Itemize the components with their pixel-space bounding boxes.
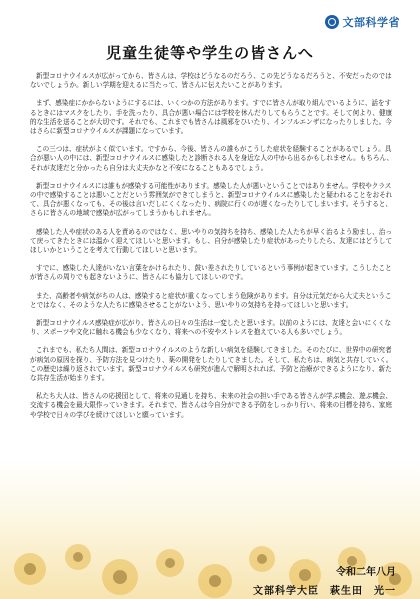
paragraph: 私たち大人は、皆さんの応援団として、将来の見通しを持ち、未来の社会の担い手である皆さんが学ぶ機会、遊ぶ機会、交流する機会を最大限作っていきます。それまで、皆さんは今自分ができる予防をしっかり行い、将来の目標を持ち、家庭や学校で日々の学びを続けてほしいと願っています。 [30, 392, 392, 419]
paragraph: この三つは、症状がよく似ています。ですから、今後、皆さんの誰もがこうした症状を経験することがあるでしょう。具合が悪い人の中には、新型コロナウイルスに感染したと診断される人を身近な人の中から出るかもしれません。もちろん、それが友達だと分かったら自分は大丈夫かなと不安になることもあるでしょう。 [30, 145, 394, 172]
paragraph: 新型コロナウイルス感染症が広がり、皆さんの日々の生活は一変したと思います。以前のようには、友達と会いにくくなり、スポーツや文化に触れる機会も少なくなり、将来への不安やストレスを抱えている人も多いでしょう。 [30, 319, 392, 337]
paragraph: 新型コロナウイルスには誰もが感染する可能性があります。感染した人が悪いということではありません。学校やクラスの中で感染することは悪いことだという雰囲気ができてしまうと、新型コロナウイルスに感染したと疑われることをおそれて、具合が悪くなっても、その後は言いだしにくくなったり、病院に行くのが遅くなったりしてしまいます。そうすると、さらに皆さんの地域で感染が広がってしまうかもしれません。 [30, 181, 393, 218]
org-name: 文部科学省 [342, 16, 400, 29]
paragraph: これまでも、私たち人間は、新型コロナウイルスのような新しい病気を経験してきました。そのたびに、世界中の研究者が病気の原因を探り、予防方法を見つけたり、薬の開発をしたりしてきました。そして、私たちは、病気と共存していく。この歴史は繰り返されています。新型コロナウイルスも研究が進んで解明されれば、予防と治療ができるようになり、新たな共存生活が始まります。 [30, 346, 393, 383]
mext-emblem-icon [325, 15, 339, 29]
signature-block [253, 563, 396, 597]
paragraph: まず、感染症にかからないようにするには、いくつかの方法があります。すでに皆さんが取り組んでいるように、話をするときにはマスクをしたり、手を洗ったり、具合が悪い場合には学校を休んだりしてもらうことです。そして何より、健康的な生活を送ることが大切です。それでも、これまでも皆さんは風邪をひいたり、インフルエンザになったりしました。今はさらに新型コロナウイルスが課題になっています。 [30, 99, 393, 136]
paragraph: 新型コロナウイルスが広がってから、皆さんは、学校はどうなるのだろう、この先どうなるだろうと、不安だったのではないでしょうか。新しい学期を迎えるに当たって、皆さんに伝えたいことがあります。 [30, 72, 392, 90]
mext-logo [325, 14, 401, 30]
page-title: 児童生徒等や学生の皆さんへ [106, 44, 314, 62]
paragraph: すでに、感染した人達がいない言葉をかけられたり、鼓い差されたりしているという事例が起きています。こうしたことが皆さんの周りでも起きないように、皆さんにも協力してほしいのです。 [30, 264, 392, 282]
signature-author: 文部科学大臣 萩生田 光一 [253, 586, 396, 597]
paragraph: また、高齢者や病気がちの人は、感染すると症状が重くなってしまう危険があります。自分は元気だから大丈夫ということではなく、そのような人たちに感染させることがないよう、思いやりの気持ちを持ってほしいと思います。 [30, 291, 392, 309]
letter-body [30, 72, 396, 429]
paragraph: 感染した人や症状のある人を責めるのではなく、思いやりの気持ちを持ち、感染した人たちが早く治るよう励まし、治って戻ってきたときには温かく迎えてほしいと思います。もし、自分が感染したり症状があったりしたら、友達にはどうしてほしいかということを考えて行動してほしいと思います。 [30, 227, 393, 255]
signature-date: 令和二年八月 [336, 567, 396, 578]
